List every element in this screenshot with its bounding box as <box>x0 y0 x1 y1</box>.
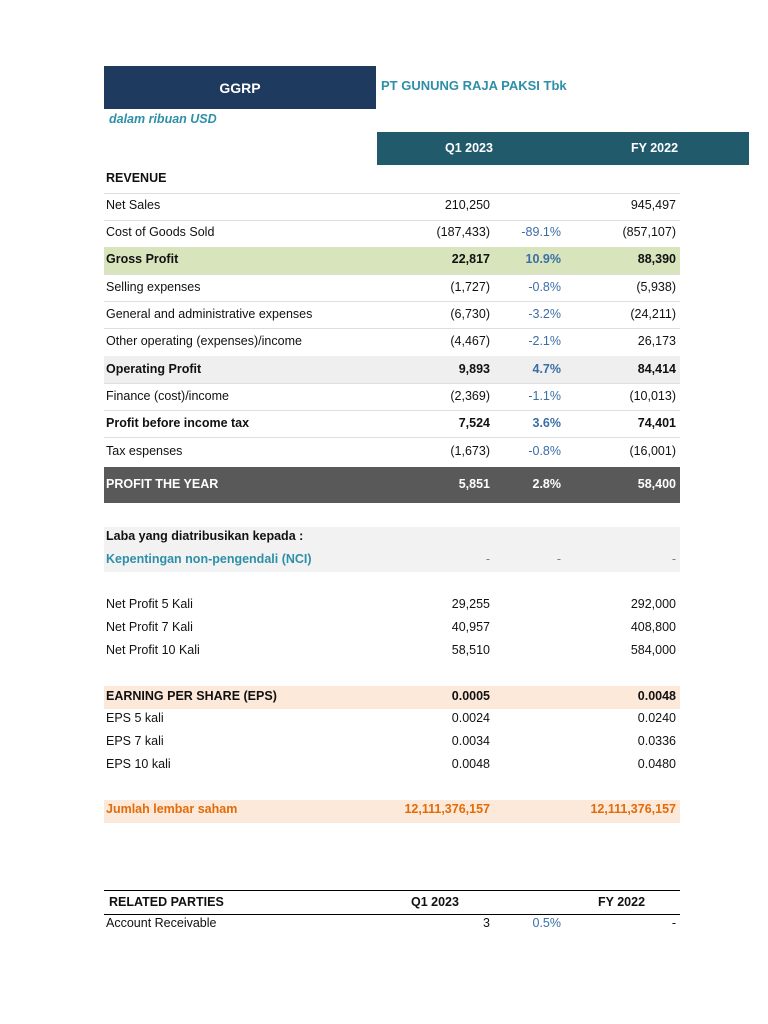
row-fy-value: 408,800 <box>630 620 676 634</box>
related-col-fy: FY 2022 <box>598 895 646 909</box>
table-row-finance-cost <box>104 383 680 411</box>
row-q1-value: 0.0024 <box>451 711 490 725</box>
row-q1-value: 58,510 <box>451 643 490 657</box>
row-fy-value: 58,400 <box>637 477 676 491</box>
row-label: Net Profit 5 Kali <box>106 597 193 611</box>
table-row-operating-profit <box>104 356 680 384</box>
table-row-share-count <box>104 800 680 823</box>
table-row-tax-expenses <box>104 437 680 467</box>
row-percent: -1.1% <box>528 389 561 403</box>
row-label: Net Profit 10 Kali <box>106 643 200 657</box>
nci-percent: - <box>556 552 561 566</box>
row-label: Tax espenses <box>106 444 183 458</box>
row-label: Finance (cost)/income <box>106 389 229 403</box>
column-header-fy: FY 2022 <box>631 141 679 155</box>
row-q1-value: 12,111,376,157 <box>404 802 490 816</box>
related-parties-title: RELATED PARTIES <box>109 895 224 909</box>
nci-label: Kepentingan non-pengendali (NCI) <box>106 552 312 566</box>
row-q1-value: 0.0034 <box>451 734 490 748</box>
row-fy-value: 26,173 <box>637 334 676 348</box>
row-fy-value: 0.0048 <box>637 689 676 703</box>
row-q1-value: (6,730) <box>450 307 490 321</box>
row-label: Operating Profit <box>106 362 202 376</box>
table-row-eps-5x <box>104 709 680 732</box>
attribution-block <box>104 527 680 572</box>
row-label: Net Sales <box>106 198 161 212</box>
row-q1-value: 5,851 <box>458 477 490 491</box>
table-row-net-profit-5x <box>104 595 680 618</box>
row-label: Profit before income tax <box>106 416 250 430</box>
table-row-ga-expenses <box>104 301 680 329</box>
table-row-net-profit-7x <box>104 618 680 641</box>
row-q1-value: 0.0048 <box>451 757 490 771</box>
row-q1-value: 210,250 <box>444 198 490 212</box>
row-q1-value: 29,255 <box>451 597 490 611</box>
column-header-bar <box>377 132 749 165</box>
row-label: Cost of Goods Sold <box>106 225 215 239</box>
attribution-title: Laba yang diatribusikan kepada : <box>106 529 304 543</box>
row-label: PROFIT THE YEAR <box>106 477 219 491</box>
row-q1-value: 40,957 <box>451 620 490 634</box>
row-percent: 3.6% <box>532 416 561 430</box>
row-q1-value: (187,433) <box>436 225 490 239</box>
row-fy-value: (24,211) <box>630 307 676 321</box>
row-label: Jumlah lembar saham <box>106 802 238 816</box>
row-q1-value: 9,893 <box>458 362 490 376</box>
table-row-profit-before-tax <box>104 410 680 438</box>
row-q1-value: (1,673) <box>450 444 490 458</box>
row-label: Account Receivable <box>106 916 217 930</box>
row-fy-value: 0.0336 <box>637 734 676 748</box>
table-row-eps-7x <box>104 732 680 755</box>
row-fy-value: 584,000 <box>630 643 676 657</box>
row-fy-value: (857,107) <box>622 225 676 239</box>
row-q1-value: 22,817 <box>451 252 490 266</box>
row-fy-value: (5,938) <box>636 280 676 294</box>
table-row-eps-10x <box>104 755 680 778</box>
table-row-account-receivable <box>104 914 680 936</box>
row-label: Selling expenses <box>106 280 201 294</box>
table-row-gross-profit <box>104 247 680 275</box>
row-label: EPS 5 kali <box>106 711 164 725</box>
company-name: PT GUNUNG RAJA PAKSI Tbk <box>381 78 567 93</box>
row-percent: 0.5% <box>532 916 561 930</box>
row-q1-value: 7,524 <box>458 416 490 430</box>
row-label: General and administrative expenses <box>106 307 313 321</box>
table-row-cogs <box>104 220 680 248</box>
row-label: Other operating (expenses)/income <box>106 334 302 348</box>
row-label: EPS 7 kali <box>106 734 164 748</box>
row-q1-value: (2,369) <box>450 389 490 403</box>
row-percent: -2.1% <box>528 334 561 348</box>
row-label: Gross Profit <box>106 252 179 266</box>
row-fy-value: - <box>671 916 676 930</box>
row-fy-value: 0.0480 <box>637 757 676 771</box>
nci-fy-value: - <box>671 552 676 566</box>
row-percent: -0.8% <box>528 444 561 458</box>
revenue-section-header <box>104 166 680 194</box>
row-fy-value: 84,414 <box>637 362 676 376</box>
unit-note: dalam ribuan USD <box>109 112 217 126</box>
table-row-profit-the-year <box>104 467 680 503</box>
row-fy-value: 88,390 <box>637 252 676 266</box>
row-q1-value: (4,467) <box>450 334 490 348</box>
related-col-q1: Q1 2023 <box>411 895 459 909</box>
ticker-label: GGRP <box>219 79 261 96</box>
row-percent: 2.8% <box>532 477 561 491</box>
row-q1-value: 0.0005 <box>451 689 490 703</box>
table-row-other-operating <box>104 328 680 357</box>
row-q1-value: 3 <box>483 916 490 930</box>
row-fy-value: 12,111,376,157 <box>590 802 676 816</box>
row-fy-value: (10,013) <box>629 389 676 403</box>
row-percent: 4.7% <box>532 362 561 376</box>
row-label: EARNING PER SHARE (EPS) <box>106 689 277 703</box>
row-percent: 10.9% <box>525 252 561 266</box>
table-row-net-sales <box>104 193 680 221</box>
table-row-net-profit-10x <box>104 641 680 664</box>
row-label: EPS 10 kali <box>106 757 171 771</box>
related-parties-header <box>104 890 680 915</box>
nci-q1-value: - <box>485 552 490 566</box>
row-fy-value: 74,401 <box>637 416 676 430</box>
revenue-label: REVENUE <box>106 171 167 185</box>
row-fy-value: 292,000 <box>630 597 676 611</box>
row-fy-value: (16,001) <box>629 444 676 458</box>
row-label: Net Profit 7 Kali <box>106 620 193 634</box>
table-row-eps <box>104 686 680 709</box>
row-q1-value: (1,727) <box>450 280 490 294</box>
table-row-selling-expenses <box>104 274 680 302</box>
row-percent: -3.2% <box>528 307 561 321</box>
row-percent: -89.1% <box>521 225 561 239</box>
ticker-banner <box>104 66 376 109</box>
row-fy-value: 0.0240 <box>637 711 676 725</box>
row-fy-value: 945,497 <box>630 198 676 212</box>
column-header-q1: Q1 2023 <box>445 141 493 155</box>
row-percent: -0.8% <box>528 280 561 294</box>
